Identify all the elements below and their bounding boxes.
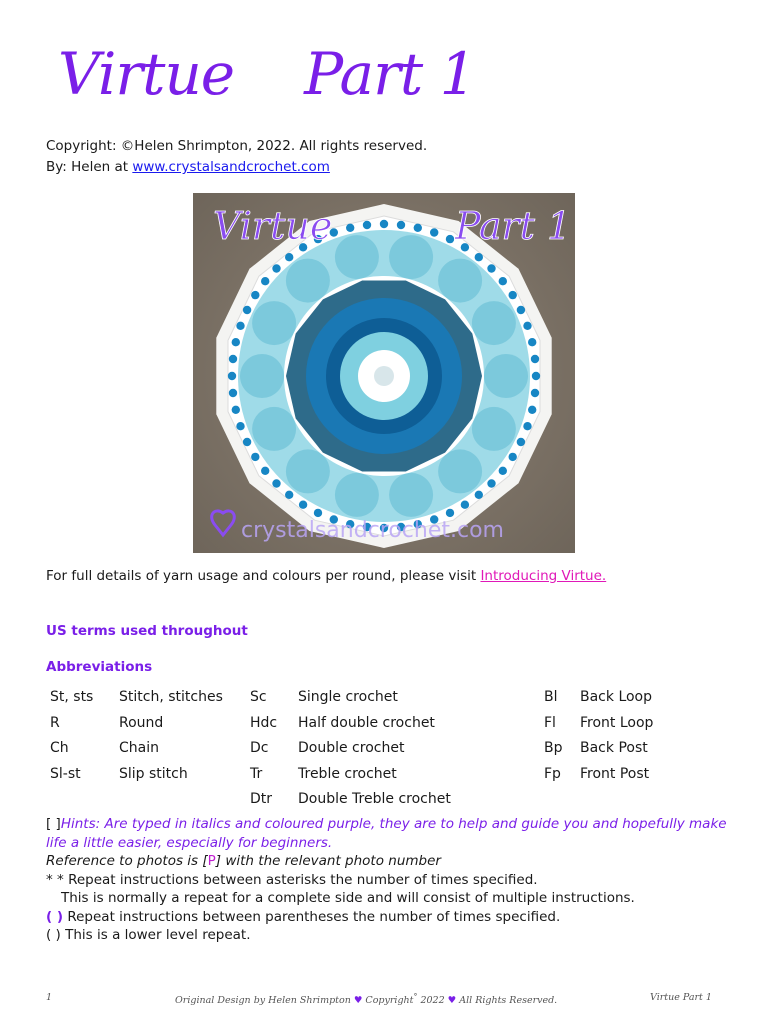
abbr-cell: Fp [544, 765, 561, 782]
abbr-cell: Single crochet [298, 689, 398, 705]
abbr-cell: Double Treble crochet [298, 791, 451, 807]
mandala-bobble [528, 406, 536, 414]
mandala-fan [438, 259, 482, 303]
abbr-cell: Half double crochet [298, 714, 435, 731]
footer-doc-title: Virtue Part 1 [650, 992, 712, 1003]
mandala-fan [389, 235, 433, 279]
mandala-fan [252, 407, 296, 451]
mandala-bobble [397, 221, 405, 229]
abbr-cell: Bp [544, 740, 563, 756]
mandala-bobble [509, 291, 517, 299]
mandala-bobble [528, 338, 536, 346]
abbr-cell: St, sts [50, 689, 94, 705]
abbr-cell: Dc [250, 740, 269, 756]
mandala-bobble [446, 509, 454, 517]
introducing-virtue-link[interactable]: Introducing Virtue. [480, 568, 607, 584]
mandala-bobble [532, 372, 540, 380]
abbr-cell: Ch [50, 740, 69, 756]
mandala-bobble [228, 372, 236, 380]
mandala-bobble [261, 467, 269, 475]
mandala-bobble [523, 422, 531, 430]
abbr-cell: R [50, 714, 60, 731]
website-link[interactable]: www.crystalsandcrochet.com [132, 159, 330, 175]
footer-copyright [175, 992, 557, 1006]
footer-year: 2022 [420, 995, 445, 1007]
ref-suffix: ] with the relevant photo number [215, 853, 441, 869]
mandala-bobble [363, 221, 371, 229]
photo-watermark: crystalsandcrochet.com [241, 518, 504, 543]
abbr-cell: Front Post [580, 765, 650, 782]
mandala-bobble [229, 355, 237, 363]
mandala-fan [286, 259, 330, 303]
abbr-cell: Back Loop [580, 689, 653, 705]
visit-line [46, 568, 606, 584]
paren-note [46, 908, 736, 927]
mandala-fan [335, 473, 379, 517]
mandala-bobble [531, 389, 539, 397]
mandala-bobble [346, 224, 354, 232]
mandala-bobble [517, 438, 525, 446]
footer-rights: All Rights Reserved. [459, 995, 558, 1007]
mandala-bobble [261, 277, 269, 285]
mandala-bobble [414, 224, 422, 232]
abbr-cell: Tr [250, 765, 263, 782]
mandala-bobble [509, 453, 517, 461]
mandala-bobble [380, 220, 388, 228]
photo-title-part: Part 1 [455, 204, 572, 248]
visit-text: For full details of yarn usage and colours per round, please visit [46, 568, 481, 584]
mandala-bobble [243, 306, 251, 314]
title-part: Part 1 [304, 40, 476, 108]
footer-page-number: 1 [46, 992, 53, 1003]
heart-icon: ♥ [353, 995, 363, 1007]
title-virtue: Virtue [58, 40, 235, 108]
abbr-cell: Dtr [250, 791, 273, 807]
copyright-line: Copyright: ©Helen Shrimpton, 2022. All rights reserved. [46, 138, 428, 154]
asterisk-note-2: This is normally a repeat for a complete side and will consist of multiple instructions. [61, 890, 635, 906]
abbr-cell: Hdc [250, 714, 278, 731]
asterisk-note: * * Repeat instructions between asterisks the number of times specified. [46, 871, 538, 888]
terms-heading: US terms used throughout [46, 623, 248, 639]
mandala-bobble [285, 491, 293, 499]
mandala-bobble [236, 422, 244, 430]
mandala-illustration [193, 193, 575, 553]
footer-copyright-word: Copyright [365, 995, 414, 1007]
mandala-bobble [475, 491, 483, 499]
abbr-cell: Back Post [580, 740, 648, 756]
mandala-center-dot [374, 366, 394, 386]
mandala-bobble [232, 406, 240, 414]
mandala-bobble [243, 438, 251, 446]
mandala-bobble [430, 228, 438, 236]
mandala-bobble [487, 264, 495, 272]
author-line [46, 157, 427, 178]
abbr-cell: Round [119, 714, 164, 731]
abbr-cell: Fl [544, 714, 556, 731]
copyright-block [46, 136, 427, 178]
abbr-cell: Treble crochet [298, 765, 397, 782]
mandala-fan [335, 235, 379, 279]
mandala-fan [389, 473, 433, 517]
footer-designer: Original Design by Helen Shrimpton [175, 995, 351, 1007]
mandala-bobble [236, 322, 244, 330]
mandala-photo [193, 193, 575, 553]
mandala-fan [484, 354, 528, 398]
abbr-cell: Slip stitch [119, 765, 188, 782]
page-title [58, 40, 476, 108]
mandala-bobble [251, 291, 259, 299]
mandala-bobble [272, 479, 280, 487]
author-prefix: By: Helen at [46, 159, 133, 175]
photo-title-virtue: Virtue [213, 204, 333, 248]
paren-text: Repeat instructions between parentheses the number of times specified. [63, 908, 561, 925]
abbr-cell: Sl-st [50, 765, 81, 782]
abbr-cell: Stitch, stitches [119, 689, 223, 705]
reference-note [46, 852, 736, 871]
mandala-bobble [487, 479, 495, 487]
abbr-cell: Chain [119, 740, 159, 756]
mandala-fan [240, 354, 284, 398]
mandala-fan [286, 449, 330, 493]
mandala-bobble [523, 322, 531, 330]
hints-note [46, 815, 736, 852]
mandala-bobble [285, 253, 293, 261]
mandala-bobble [446, 235, 454, 243]
notes-block [46, 815, 736, 945]
mandala-bobble [499, 467, 507, 475]
mandala-bobble [251, 453, 259, 461]
ref-p: P [207, 853, 216, 869]
mandala-bobble [461, 501, 469, 509]
mandala-fan [252, 301, 296, 345]
hints-text: Hints: Are typed in italics and coloured purple, they are to help and guide you and hopefully make life a little easier, especially for beginners. [46, 816, 727, 851]
abbr-cell: Sc [250, 689, 267, 705]
heart-logo-icon [212, 511, 235, 535]
paren-symbol: ( ) [46, 908, 64, 925]
mandala-bobble [499, 277, 507, 285]
abbreviations-heading: Abbreviations [46, 659, 153, 675]
mandala-bobble [272, 264, 280, 272]
mandala-fan [472, 301, 516, 345]
mandala-fan [438, 449, 482, 493]
heart-icon: ♥ [447, 995, 457, 1007]
mandala-fan [472, 407, 516, 451]
mandala-bobble [232, 338, 240, 346]
mandala-bobble [314, 509, 322, 517]
lower-repeat-note: ( ) This is a lower level repeat. [46, 927, 251, 943]
hints-bracket: [ ] [46, 816, 61, 832]
mandala-bobble [531, 355, 539, 363]
mandala-bobble [299, 501, 307, 509]
mandala-bobble [517, 306, 525, 314]
ref-prefix: Reference to photos is [ [46, 853, 208, 869]
abbr-cell: Double crochet [298, 740, 405, 756]
abbr-cell: Front Loop [580, 714, 654, 731]
mandala-bobble [229, 389, 237, 397]
mandala-bobble [475, 253, 483, 261]
footer-degree: ° [413, 992, 418, 1001]
abbr-cell: Bl [544, 689, 558, 705]
